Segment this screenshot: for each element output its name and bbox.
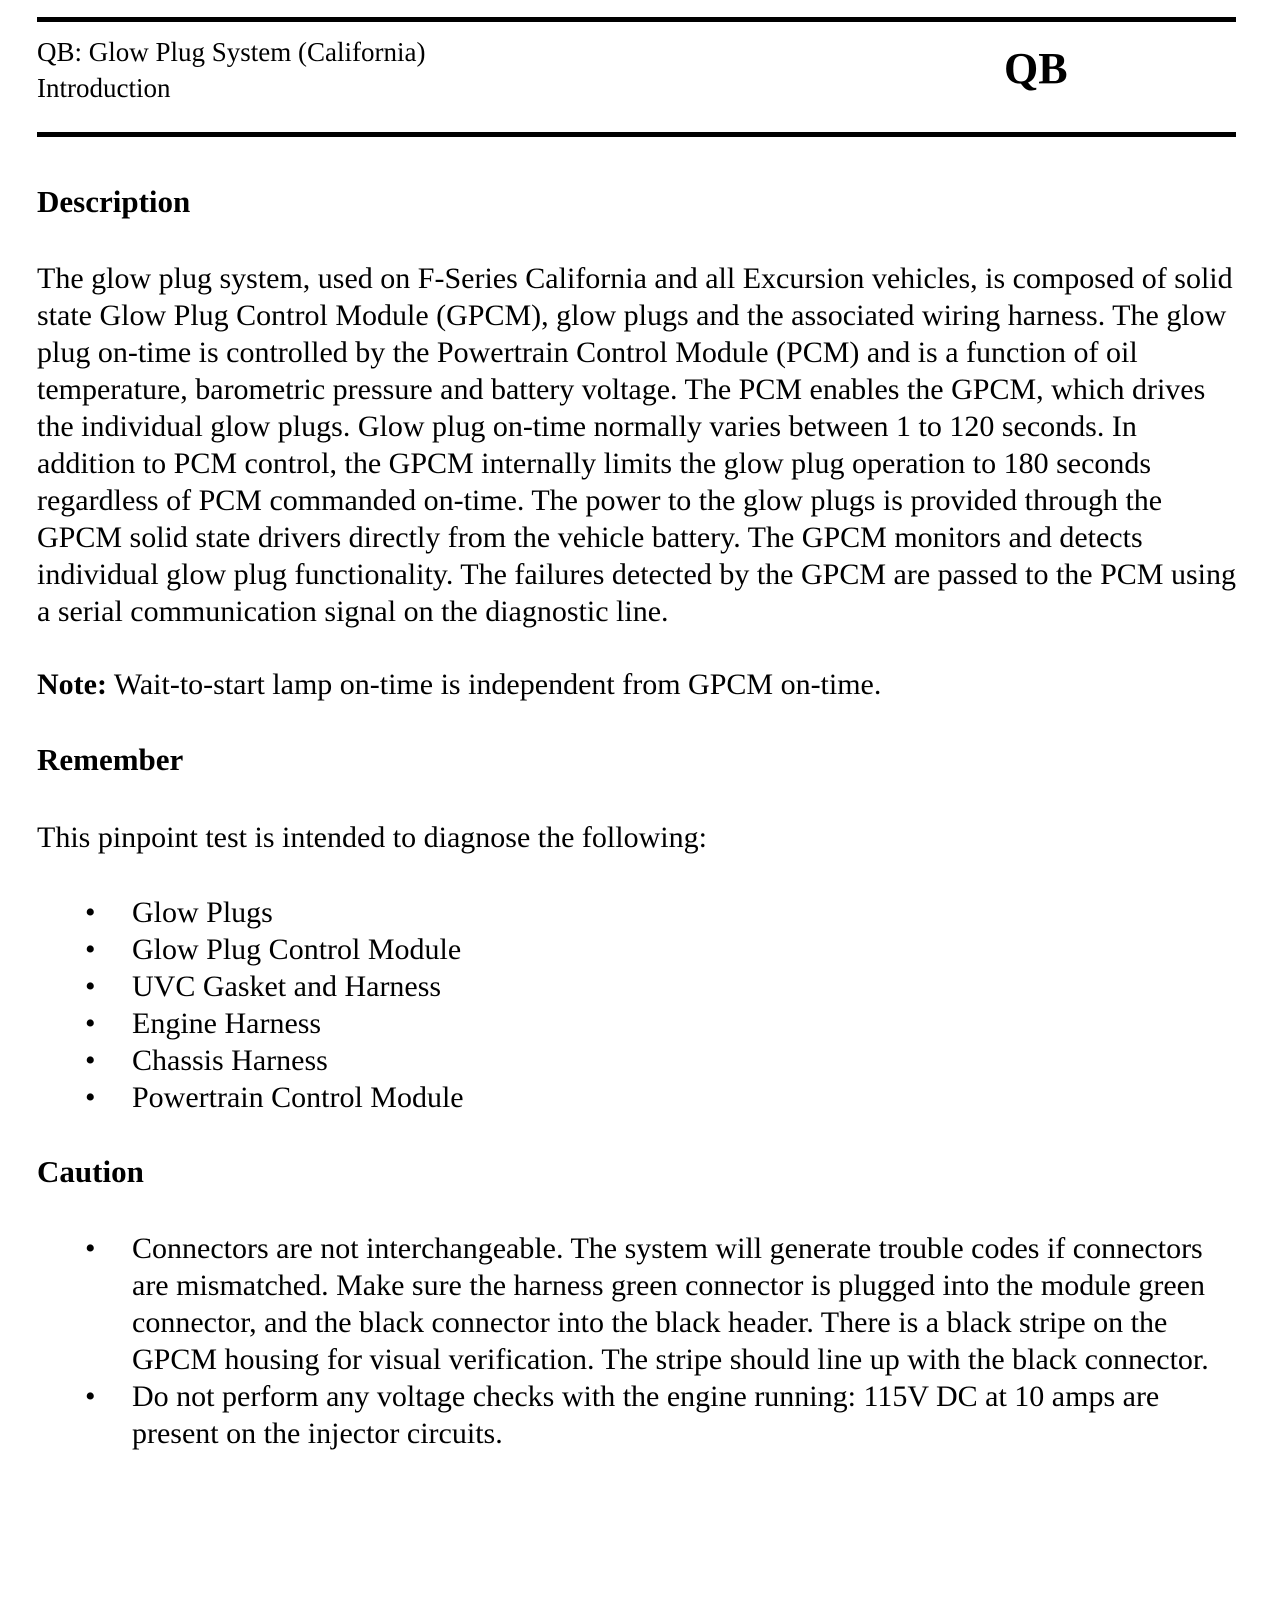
list-item: • Glow Plugs (85, 896, 273, 929)
caution-heading: Caution (37, 1154, 144, 1189)
remember-intro: This pinpoint test is intended to diagnose the following: (37, 821, 707, 854)
header-bottom-rule (37, 132, 1236, 137)
bullet-icon: • (85, 1380, 96, 1413)
document-header (37, 34, 425, 106)
bullet-icon: • (85, 1044, 96, 1077)
list-item: • Connectors are not interchangeable. The system will generate trouble codes if connectors are mismatched. Make sure the harness green connector is plugged into the module green connector, and the black connector into the black header. There is a black stripe on the GPCM housing for visual verification. The stripe should line up with the black connector. (85, 1232, 1209, 1376)
list-item: • Engine Harness (85, 1007, 322, 1040)
note-text: Wait-to-start lamp on-time is independent from GPCM on-time. (106, 668, 882, 701)
list-item: • UVC Gasket and Harness (85, 970, 442, 1003)
list-item: • Powertrain Control Module (85, 1081, 464, 1114)
bullet-icon: • (85, 1007, 96, 1040)
list-item: • Do not perform any voltage checks with the engine running: 115V DC at 10 amps are present on the injector circuits. (85, 1380, 1160, 1450)
bullet-icon: • (85, 1081, 96, 1114)
remember-heading: Remember (37, 742, 184, 777)
description-text: The glow plug system, used on F-Series California and all Excursion vehicles, is composed of solid state Glow Plug Control Module (GPCM), glow plugs and the associated wiring harness. The glow plug on-time is controlled by the Powertrain Control Module (PCM) and is a function of oil temperature, barometric pressure and battery voltage. The PCM enables the GPCM, which drives the individual glow plugs. Glow plug on-time normally varies between 1 to 120 seconds. In addition to PCM control, the GPCM internally limits the glow plug operation to 180 seconds regardless of PCM commanded on-time. The power to the glow plugs is provided through the GPCM solid state drivers directly from the vehicle battery. The GPCM monitors and detects individual glow plug functionality. The failures detected by the GPCM are passed to the PCM using a serial communication signal on the diagnostic line. (37, 262, 1236, 628)
bullet-icon: • (85, 896, 96, 929)
caution-list (37, 1230, 1236, 1452)
list-item: • Chassis Harness (85, 1044, 328, 1077)
list-item: • Glow Plug Control Module (85, 933, 462, 966)
document-subtitle: Introduction (37, 73, 171, 103)
bullet-icon: • (85, 933, 96, 966)
bullet-icon: • (85, 1232, 96, 1265)
section-code: QB (1004, 44, 1068, 93)
diagnose-list (37, 894, 1236, 1116)
note-label: Note: (37, 668, 107, 701)
document-body (37, 182, 1236, 1452)
bullet-icon: • (85, 970, 96, 1003)
header-top-rule (37, 17, 1236, 22)
document-title: QB: Glow Plug System (California) (37, 37, 426, 67)
description-heading: Description (37, 184, 191, 219)
note-paragraph (37, 666, 1236, 703)
